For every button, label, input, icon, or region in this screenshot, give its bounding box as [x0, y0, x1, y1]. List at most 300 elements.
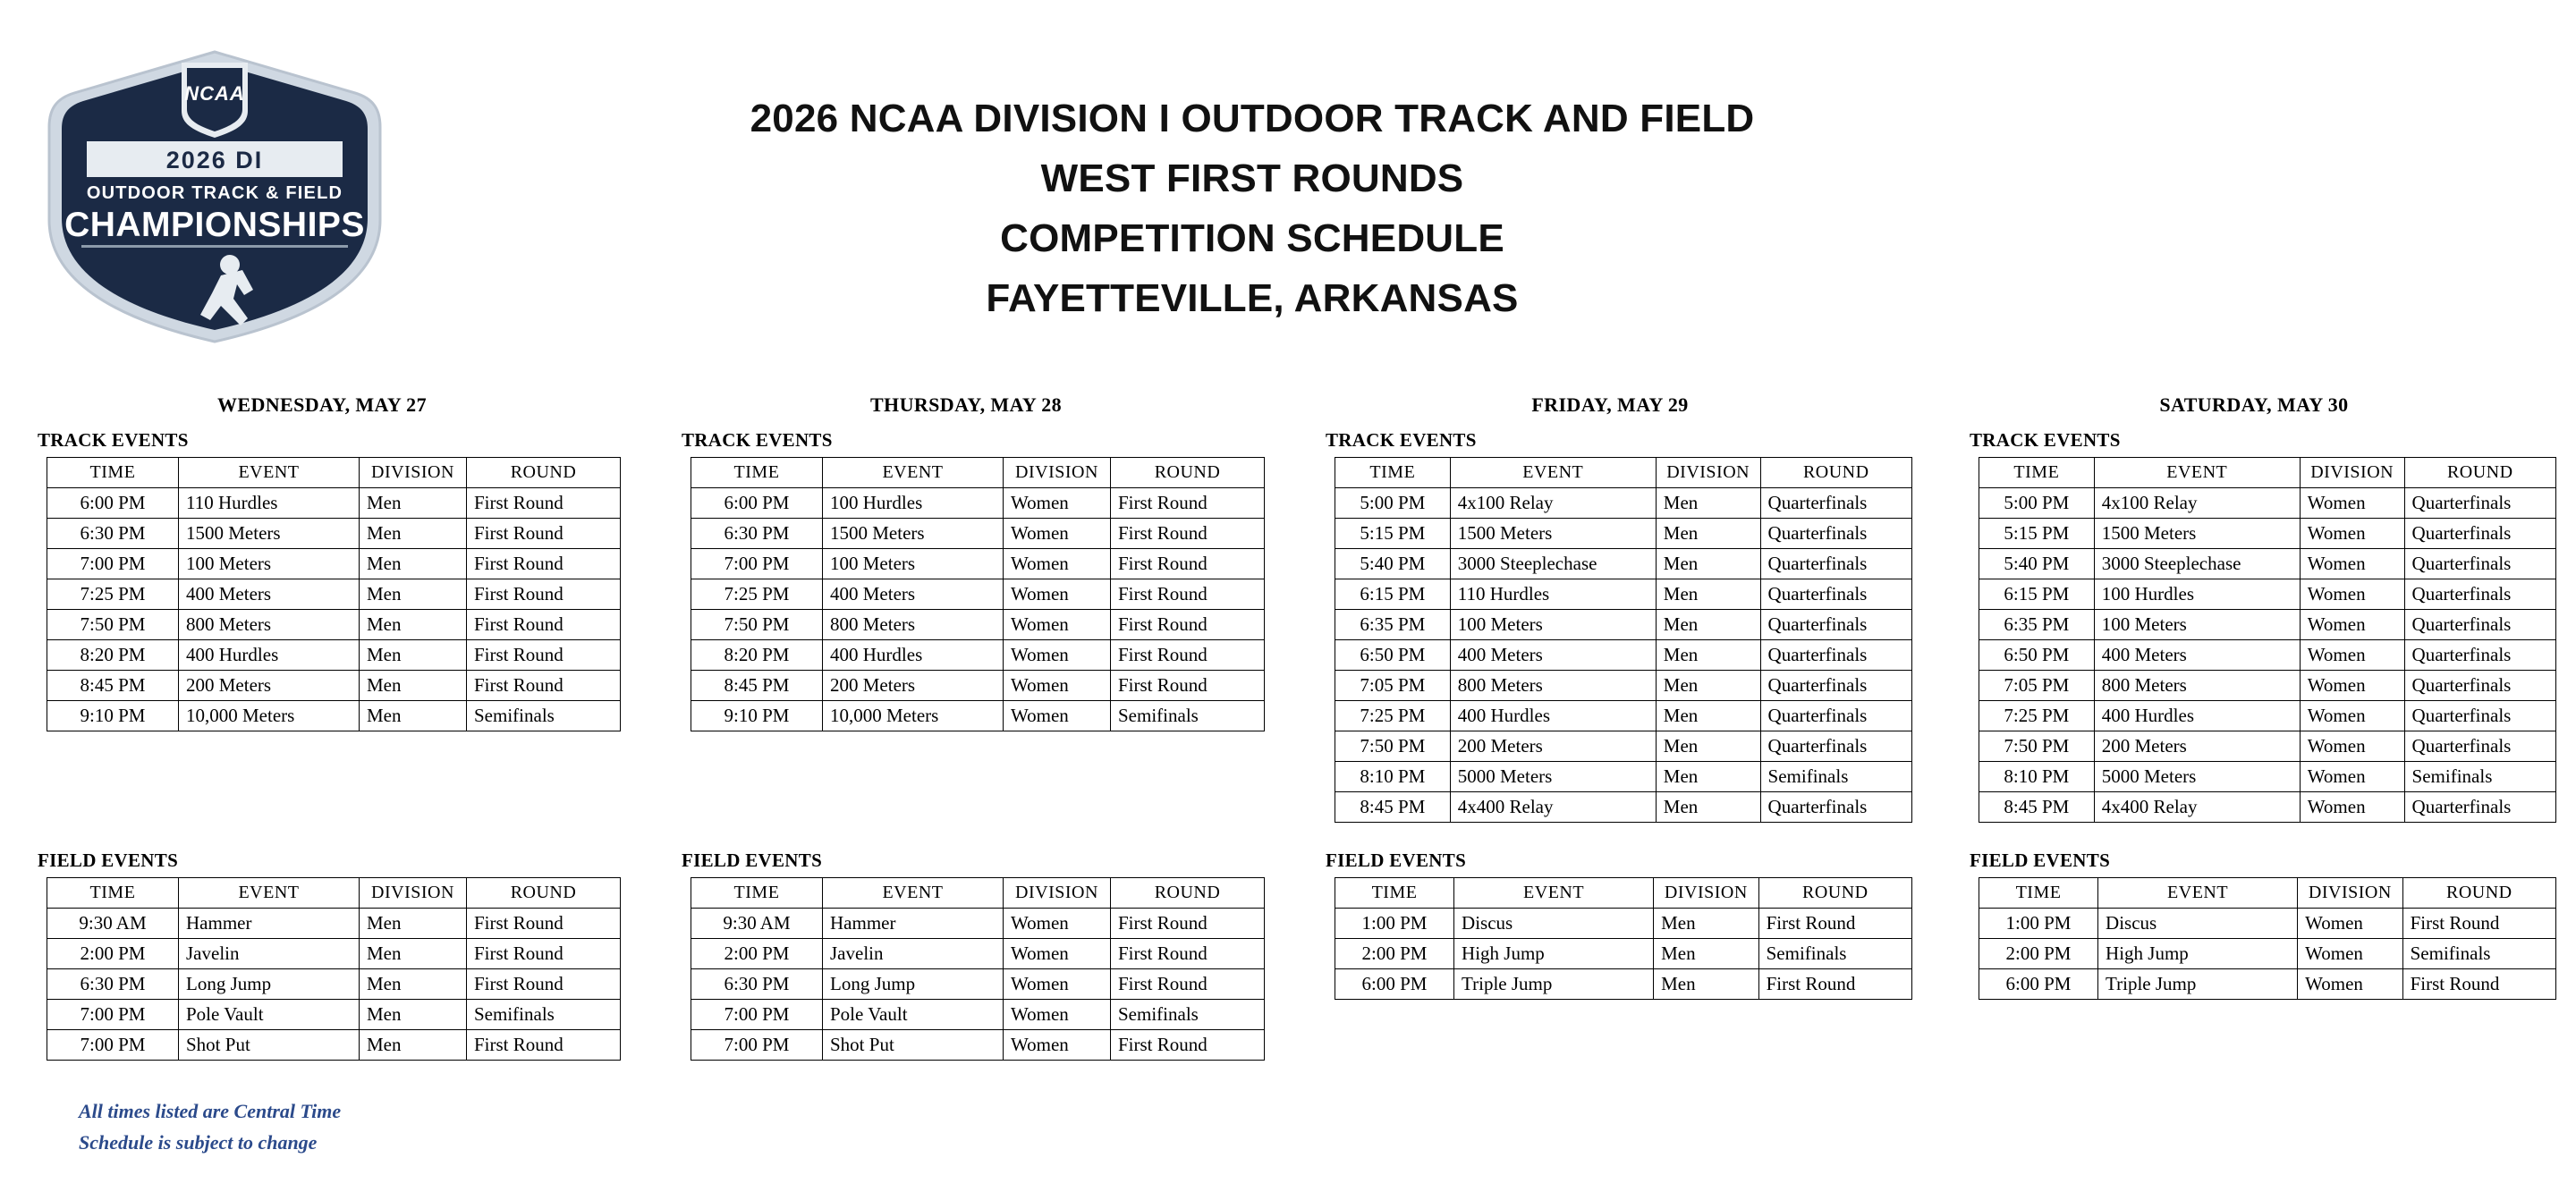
- cell-event: 400 Meters: [179, 579, 360, 610]
- cell-time: 8:45 PM: [691, 671, 823, 701]
- title-line-3: COMPETITION SCHEDULE: [1000, 216, 1504, 260]
- cell-round: Quarterfinals: [2404, 549, 2555, 579]
- table-row: [1335, 909, 1912, 939]
- cell-division: Women: [1004, 579, 1111, 610]
- column-header-time: TIME: [1979, 878, 2098, 909]
- cell-event: Pole Vault: [179, 1000, 360, 1030]
- track-events-label: TRACK EVENTS: [38, 429, 189, 451]
- cell-time: 6:50 PM: [1335, 640, 1451, 671]
- cell-round: Semifinals: [2404, 762, 2555, 792]
- cell-time: 5:40 PM: [1335, 549, 1451, 579]
- cell-time: 6:30 PM: [47, 519, 179, 549]
- cell-division: Men: [1656, 640, 1760, 671]
- cell-event: 400 Hurdles: [179, 640, 360, 671]
- cell-division: Women: [2300, 640, 2404, 671]
- field-schedule-table: [1335, 877, 1912, 1000]
- cell-round: First Round: [1758, 969, 1911, 1000]
- cell-division: Women: [1004, 701, 1111, 731]
- table-row: [47, 671, 621, 701]
- cell-division: Men: [1656, 610, 1760, 640]
- cell-round: Quarterfinals: [1760, 579, 1911, 610]
- track-events-label: TRACK EVENTS: [682, 429, 833, 451]
- column-header-round: ROUND: [1760, 458, 1911, 488]
- cell-round: Semifinals: [1758, 939, 1911, 969]
- table-header-row: [47, 878, 621, 909]
- field-schedule-table: [1979, 877, 2556, 1000]
- table-row: [691, 1030, 1265, 1061]
- logo-sport-text: OUTDOOR TRACK & FIELD: [86, 183, 343, 203]
- cell-time: 8:20 PM: [691, 640, 823, 671]
- cell-time: 2:00 PM: [47, 939, 179, 969]
- cell-division: Women: [2300, 762, 2404, 792]
- cell-round: First Round: [1111, 909, 1265, 939]
- cell-time: 6:00 PM: [47, 488, 179, 519]
- field-events-label: FIELD EVENTS: [1970, 850, 2111, 871]
- table-row: [47, 519, 621, 549]
- cell-division: Men: [360, 640, 467, 671]
- table-row: [1979, 939, 2556, 969]
- cell-round: Quarterfinals: [2404, 519, 2555, 549]
- cell-round: Quarterfinals: [1760, 792, 1911, 823]
- cell-time: 6:00 PM: [691, 488, 823, 519]
- footnotes: [79, 1095, 341, 1158]
- column-header-time: TIME: [691, 458, 823, 488]
- cell-event: 100 Hurdles: [2094, 579, 2300, 610]
- table-row: [691, 939, 1265, 969]
- table-row: [1335, 519, 1912, 549]
- cell-event: 400 Hurdles: [2094, 701, 2300, 731]
- column-header-division: DIVISION: [1656, 458, 1760, 488]
- cell-round: Quarterfinals: [2404, 792, 2555, 823]
- cell-division: Men: [360, 701, 467, 731]
- cell-round: Quarterfinals: [2404, 610, 2555, 640]
- table-row: [1979, 610, 2556, 640]
- cell-event: Shot Put: [179, 1030, 360, 1061]
- cell-round: Quarterfinals: [1760, 671, 1911, 701]
- cell-event: 110 Hurdles: [179, 488, 360, 519]
- cell-round: Quarterfinals: [1760, 610, 1911, 640]
- cell-time: 6:30 PM: [691, 519, 823, 549]
- cell-time: 7:00 PM: [47, 549, 179, 579]
- cell-division: Women: [2300, 671, 2404, 701]
- table-row: [1335, 549, 1912, 579]
- column-header-round: ROUND: [467, 458, 621, 488]
- cell-time: 5:15 PM: [1979, 519, 2095, 549]
- field-events-label: FIELD EVENTS: [1326, 850, 1467, 871]
- cell-event: 100 Hurdles: [823, 488, 1004, 519]
- column-header-round: ROUND: [2404, 458, 2555, 488]
- cell-time: 6:15 PM: [1979, 579, 2095, 610]
- table-row: [1979, 640, 2556, 671]
- cell-time: 7:25 PM: [1979, 701, 2095, 731]
- cell-round: Semifinals: [1111, 701, 1265, 731]
- table-row: [1335, 939, 1912, 969]
- cell-round: First Round: [467, 579, 621, 610]
- cell-time: 6:50 PM: [1979, 640, 2095, 671]
- column-header-event: EVENT: [1454, 878, 1654, 909]
- cell-division: Men: [1654, 969, 1759, 1000]
- table-row: [691, 610, 1265, 640]
- cell-event: 1500 Meters: [1450, 519, 1656, 549]
- table-row: [1979, 519, 2556, 549]
- cell-event: High Jump: [1454, 939, 1654, 969]
- cell-division: Women: [2300, 519, 2404, 549]
- day-column-friday: [1288, 393, 1932, 823]
- cell-division: Men: [360, 671, 467, 701]
- table-header-row: [1335, 458, 1912, 488]
- cell-event: Pole Vault: [823, 1000, 1004, 1030]
- cell-time: 6:00 PM: [1335, 969, 1454, 1000]
- table-row: [47, 640, 621, 671]
- day-title: FRIDAY, MAY 29: [1531, 393, 1689, 416]
- cell-event: 10,000 Meters: [823, 701, 1004, 731]
- column-header-time: TIME: [47, 878, 179, 909]
- cell-event: Triple Jump: [2098, 969, 2298, 1000]
- cell-event: High Jump: [2098, 939, 2298, 969]
- cell-time: 8:10 PM: [1335, 762, 1451, 792]
- column-header-event: EVENT: [823, 458, 1004, 488]
- cell-time: 7:00 PM: [691, 1030, 823, 1061]
- cell-event: 5000 Meters: [1450, 762, 1656, 792]
- cell-round: Semifinals: [467, 1000, 621, 1030]
- cell-event: 400 Hurdles: [1450, 701, 1656, 731]
- cell-event: 400 Meters: [2094, 640, 2300, 671]
- cell-round: First Round: [1111, 519, 1265, 549]
- cell-event: 200 Meters: [823, 671, 1004, 701]
- cell-event: Hammer: [823, 909, 1004, 939]
- cell-time: 8:10 PM: [1979, 762, 2095, 792]
- cell-division: Men: [360, 969, 467, 1000]
- page-title: [429, 36, 2576, 329]
- cell-division: Men: [360, 549, 467, 579]
- cell-round: First Round: [1111, 610, 1265, 640]
- table-row: [47, 909, 621, 939]
- track-events-label: TRACK EVENTS: [1970, 429, 2121, 451]
- cell-event: 3000 Steeplechase: [1450, 549, 1656, 579]
- cell-time: 7:50 PM: [691, 610, 823, 640]
- cell-division: Men: [1656, 762, 1760, 792]
- field-schedule-table: [47, 877, 621, 1061]
- cell-time: 7:25 PM: [1335, 701, 1451, 731]
- cell-division: Men: [1656, 488, 1760, 519]
- logo-year-text: 2026 DI: [165, 147, 264, 173]
- cell-event: Shot Put: [823, 1030, 1004, 1061]
- table-row: [1335, 671, 1912, 701]
- cell-round: First Round: [2402, 909, 2555, 939]
- cell-round: First Round: [2402, 969, 2555, 1000]
- cell-event: 400 Meters: [1450, 640, 1656, 671]
- cell-division: Women: [1004, 969, 1111, 1000]
- cell-event: 800 Meters: [823, 610, 1004, 640]
- table-row: [47, 1030, 621, 1061]
- table-row: [1335, 792, 1912, 823]
- cell-round: First Round: [467, 488, 621, 519]
- cell-round: First Round: [1111, 969, 1265, 1000]
- cell-time: 5:00 PM: [1979, 488, 2095, 519]
- table-row: [1335, 488, 1912, 519]
- cell-event: 800 Meters: [1450, 671, 1656, 701]
- column-header-division: DIVISION: [2300, 458, 2404, 488]
- day-title: SATURDAY, MAY 30: [2159, 393, 2349, 416]
- table-header-row: [691, 878, 1265, 909]
- cell-round: Quarterfinals: [1760, 488, 1911, 519]
- logo-graphic: [22, 45, 407, 349]
- cell-division: Women: [2300, 488, 2404, 519]
- cell-division: Women: [1004, 610, 1111, 640]
- cell-division: Men: [360, 1000, 467, 1030]
- column-header-event: EVENT: [1450, 458, 1656, 488]
- column-header-time: TIME: [691, 878, 823, 909]
- field-events-label: FIELD EVENTS: [38, 850, 179, 871]
- cell-time: 7:50 PM: [1335, 731, 1451, 762]
- cell-division: Men: [360, 610, 467, 640]
- cell-round: First Round: [467, 549, 621, 579]
- table-row: [1335, 579, 1912, 610]
- cell-round: Quarterfinals: [2404, 671, 2555, 701]
- cell-division: Women: [2298, 969, 2403, 1000]
- column-header-event: EVENT: [2094, 458, 2300, 488]
- field-column-wednesday: [0, 850, 644, 1061]
- cell-event: 200 Meters: [2094, 731, 2300, 762]
- cell-division: Women: [1004, 488, 1111, 519]
- cell-division: Men: [1656, 549, 1760, 579]
- cell-event: 110 Hurdles: [1450, 579, 1656, 610]
- cell-event: Hammer: [179, 909, 360, 939]
- column-header-time: TIME: [1335, 458, 1451, 488]
- table-row: [47, 579, 621, 610]
- cell-division: Men: [360, 939, 467, 969]
- cell-round: Quarterfinals: [1760, 731, 1911, 762]
- table-row: [691, 488, 1265, 519]
- cell-time: 8:20 PM: [47, 640, 179, 671]
- cell-round: First Round: [467, 939, 621, 969]
- field-column-thursday: [644, 850, 1288, 1061]
- cell-event: Javelin: [823, 939, 1004, 969]
- cell-event: 4x100 Relay: [2094, 488, 2300, 519]
- table-row: [691, 969, 1265, 1000]
- table-row: [47, 939, 621, 969]
- cell-time: 7:00 PM: [47, 1000, 179, 1030]
- cell-time: 6:35 PM: [1979, 610, 2095, 640]
- cell-division: Women: [1004, 671, 1111, 701]
- column-header-round: ROUND: [1758, 878, 1911, 909]
- cell-time: 9:10 PM: [691, 701, 823, 731]
- cell-time: 1:00 PM: [1335, 909, 1454, 939]
- cell-event: 400 Hurdles: [823, 640, 1004, 671]
- cell-event: 1500 Meters: [179, 519, 360, 549]
- cell-round: Quarterfinals: [1760, 549, 1911, 579]
- cell-round: First Round: [1111, 640, 1265, 671]
- cell-round: Quarterfinals: [2404, 731, 2555, 762]
- cell-time: 7:00 PM: [691, 549, 823, 579]
- cell-time: 2:00 PM: [1979, 939, 2098, 969]
- table-row: [1979, 792, 2556, 823]
- cell-round: First Round: [467, 1030, 621, 1061]
- cell-round: First Round: [467, 519, 621, 549]
- cell-event: 800 Meters: [179, 610, 360, 640]
- table-row: [1979, 909, 2556, 939]
- cell-round: First Round: [467, 909, 621, 939]
- column-header-round: ROUND: [467, 878, 621, 909]
- table-row: [1979, 969, 2556, 1000]
- cell-division: Women: [1004, 519, 1111, 549]
- table-row: [1979, 731, 2556, 762]
- cell-round: First Round: [467, 969, 621, 1000]
- track-events-label: TRACK EVENTS: [1326, 429, 1477, 451]
- title-line-1: 2026 NCAA DIVISION I OUTDOOR TRACK AND FIELD: [750, 97, 1755, 140]
- cell-round: Quarterfinals: [1760, 640, 1911, 671]
- cell-event: 4x400 Relay: [2094, 792, 2300, 823]
- cell-round: Quarterfinals: [1760, 519, 1911, 549]
- cell-time: 8:45 PM: [1979, 792, 2095, 823]
- table-header-row: [1979, 458, 2556, 488]
- cell-division: Men: [1654, 909, 1759, 939]
- cell-division: Women: [2298, 909, 2403, 939]
- cell-round: First Round: [1111, 579, 1265, 610]
- cell-time: 9:10 PM: [47, 701, 179, 731]
- table-row: [691, 579, 1265, 610]
- cell-round: Quarterfinals: [2404, 640, 2555, 671]
- championship-logo: [0, 36, 429, 349]
- day-column-thursday: [644, 393, 1288, 823]
- cell-division: Men: [360, 909, 467, 939]
- table-row: [1335, 969, 1912, 1000]
- table-row: [691, 640, 1265, 671]
- table-row: [1979, 762, 2556, 792]
- cell-division: Men: [1656, 671, 1760, 701]
- cell-round: Semifinals: [1111, 1000, 1265, 1030]
- cell-division: Men: [1656, 579, 1760, 610]
- column-header-division: DIVISION: [1654, 878, 1759, 909]
- cell-division: Women: [2300, 579, 2404, 610]
- cell-time: 6:30 PM: [47, 969, 179, 1000]
- cell-division: Women: [1004, 1030, 1111, 1061]
- cell-division: Women: [1004, 1000, 1111, 1030]
- column-header-time: TIME: [47, 458, 179, 488]
- day-title: WEDNESDAY, MAY 27: [217, 393, 427, 416]
- table-header-row: [1335, 878, 1912, 909]
- cell-time: 7:00 PM: [691, 1000, 823, 1030]
- cell-round: Quarterfinals: [2404, 701, 2555, 731]
- cell-division: Men: [360, 579, 467, 610]
- cell-event: 5000 Meters: [2094, 762, 2300, 792]
- track-schedule-table: [1335, 457, 1912, 823]
- field-column-friday: [1288, 850, 1932, 1061]
- cell-round: Semifinals: [1760, 762, 1911, 792]
- cell-division: Women: [2298, 939, 2403, 969]
- column-header-event: EVENT: [823, 878, 1004, 909]
- cell-time: 7:25 PM: [691, 579, 823, 610]
- column-header-division: DIVISION: [360, 458, 467, 488]
- cell-event: 4x400 Relay: [1450, 792, 1656, 823]
- cell-round: First Round: [1111, 488, 1265, 519]
- cell-event: 1500 Meters: [2094, 519, 2300, 549]
- column-header-division: DIVISION: [2298, 878, 2403, 909]
- cell-division: Men: [1656, 701, 1760, 731]
- cell-time: 6:35 PM: [1335, 610, 1451, 640]
- table-row: [47, 701, 621, 731]
- table-row: [1979, 549, 2556, 579]
- column-header-round: ROUND: [1111, 878, 1265, 909]
- column-header-event: EVENT: [2098, 878, 2298, 909]
- column-header-event: EVENT: [179, 878, 360, 909]
- footnote-times: All times listed are Central Time: [79, 1100, 342, 1122]
- cell-division: Women: [2300, 701, 2404, 731]
- footnote-subject-to-change: Schedule is subject to change: [79, 1131, 318, 1154]
- cell-time: 7:05 PM: [1335, 671, 1451, 701]
- table-row: [691, 671, 1265, 701]
- table-row: [47, 969, 621, 1000]
- cell-event: Long Jump: [823, 969, 1004, 1000]
- cell-round: Quarterfinals: [2404, 579, 2555, 610]
- table-row: [691, 701, 1265, 731]
- cell-round: First Round: [467, 671, 621, 701]
- cell-division: Women: [1004, 939, 1111, 969]
- table-row: [1335, 701, 1912, 731]
- cell-division: Women: [1004, 549, 1111, 579]
- title-line-2: WEST FIRST ROUNDS: [1040, 156, 1464, 200]
- column-header-division: DIVISION: [360, 878, 467, 909]
- cell-round: First Round: [1111, 671, 1265, 701]
- cell-event: 100 Meters: [1450, 610, 1656, 640]
- day-title: THURSDAY, MAY 28: [869, 393, 1063, 416]
- cell-division: Men: [1656, 519, 1760, 549]
- table-row: [1979, 579, 2556, 610]
- cell-division: Men: [360, 519, 467, 549]
- cell-round: Semifinals: [2402, 939, 2555, 969]
- table-row: [1979, 488, 2556, 519]
- table-row: [1979, 701, 2556, 731]
- column-header-event: EVENT: [179, 458, 360, 488]
- cell-division: Men: [360, 488, 467, 519]
- table-row: [691, 1000, 1265, 1030]
- cell-time: 5:00 PM: [1335, 488, 1451, 519]
- day-column-wednesday: [0, 393, 644, 823]
- cell-round: First Round: [1758, 909, 1911, 939]
- column-header-time: TIME: [1979, 458, 2095, 488]
- column-header-division: DIVISION: [1004, 878, 1111, 909]
- cell-division: Men: [1656, 731, 1760, 762]
- cell-time: 6:15 PM: [1335, 579, 1451, 610]
- title-line-4: FAYETTEVILLE, ARKANSAS: [986, 275, 1519, 320]
- table-row: [1335, 640, 1912, 671]
- table-row: [47, 549, 621, 579]
- table-row: [1335, 731, 1912, 762]
- logo-championships-text: CHAMPIONSHIPS: [64, 206, 365, 244]
- cell-division: Women: [2300, 731, 2404, 762]
- cell-event: 800 Meters: [2094, 671, 2300, 701]
- cell-time: 7:05 PM: [1979, 671, 2095, 701]
- cell-division: Women: [1004, 909, 1111, 939]
- column-header-round: ROUND: [1111, 458, 1265, 488]
- track-schedule-table: [47, 457, 621, 731]
- cell-time: 8:45 PM: [1335, 792, 1451, 823]
- cell-round: Semifinals: [467, 701, 621, 731]
- cell-time: 9:30 AM: [691, 909, 823, 939]
- cell-division: Men: [360, 1030, 467, 1061]
- cell-time: 7:00 PM: [47, 1030, 179, 1061]
- cell-time: 5:40 PM: [1979, 549, 2095, 579]
- table-row: [47, 488, 621, 519]
- track-schedule-table: [691, 457, 1265, 731]
- cell-event: Discus: [1454, 909, 1654, 939]
- logo-ncaa-text: NCAA: [184, 82, 245, 105]
- cell-event: Discus: [2098, 909, 2298, 939]
- column-header-time: TIME: [1335, 878, 1454, 909]
- cell-event: 400 Meters: [823, 579, 1004, 610]
- page-header: [0, 0, 2576, 349]
- day-column-saturday: [1932, 393, 2576, 823]
